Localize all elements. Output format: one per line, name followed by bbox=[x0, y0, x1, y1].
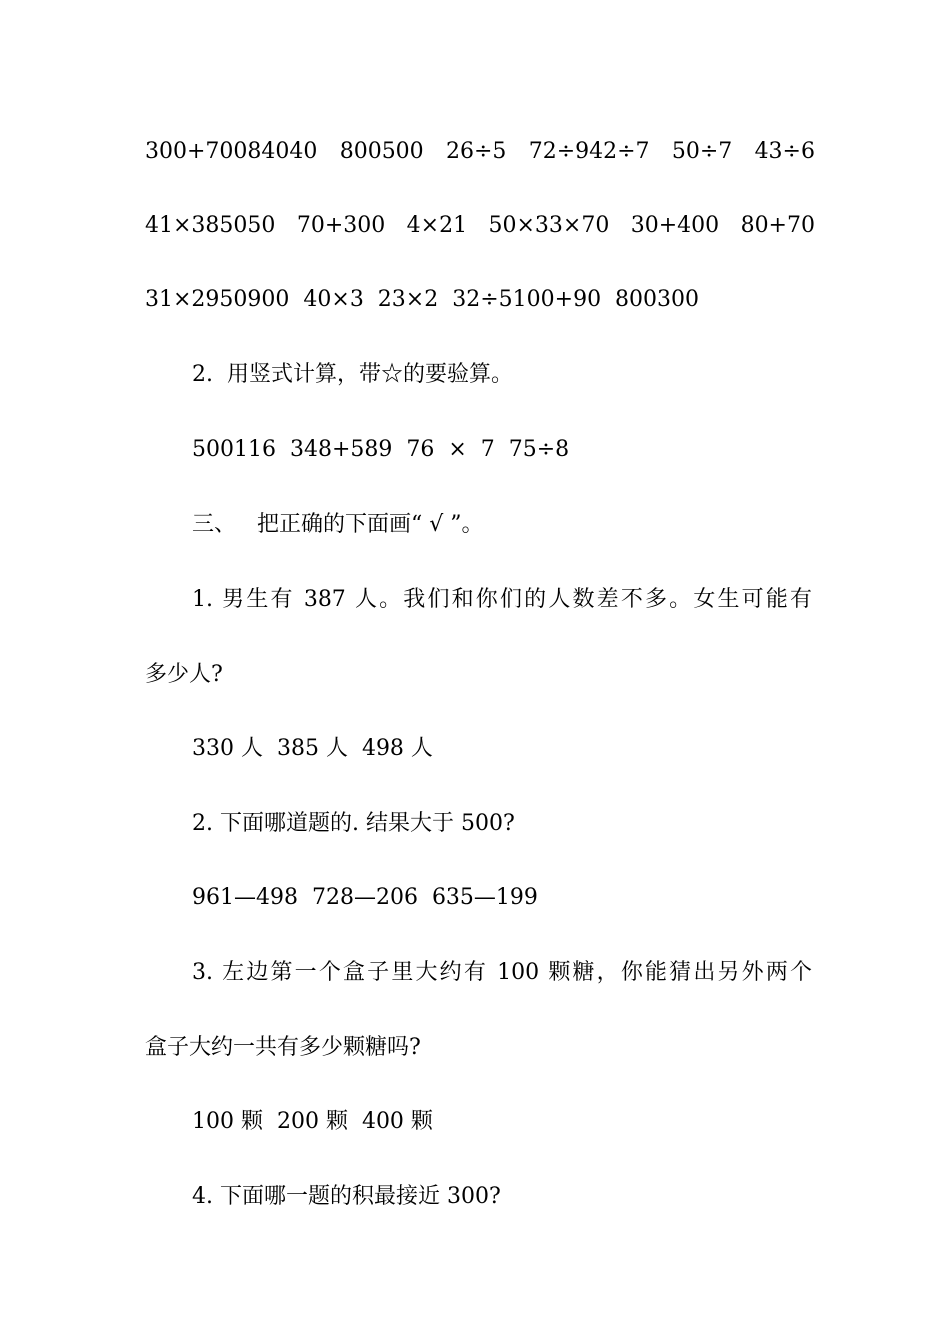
q3-text-line-2: 盒子大约一共有多少颗糖吗? bbox=[145, 1035, 421, 1060]
q2-text: 2. 下面哪道题的. 结果大于 500? bbox=[192, 811, 515, 836]
vertical-calc-items: 500116 348+589 76 × 7 75÷8 bbox=[192, 437, 570, 462]
q1-text-line-2: 多少人? bbox=[145, 662, 223, 687]
q1-options: 330 人 385 人 498 人 bbox=[192, 736, 433, 761]
q4-text: 4. 下面哪一题的积最接近 300? bbox=[192, 1184, 501, 1209]
section-3-heading: 三、 把正确的下面画“ √ ”。 bbox=[192, 512, 484, 537]
calc-row-3: 31×2950900 40×3 23×2 32÷5100+90 800300 bbox=[145, 287, 700, 312]
calc-row-2: 41×385050 70+300 4×21 50×33×70 30+400 80+70 bbox=[145, 213, 815, 238]
q3-text-line-1: 3. 左边第一个盒子里大约有 100 颗糖，你能猜出另外两个 bbox=[192, 960, 812, 985]
q1-text-line-1: 1. 男生有 387 人。我们和你们的人数差不多。女生可能有 bbox=[192, 587, 812, 612]
question-2-heading: 2. 用竖式计算，带☆的要验算。 bbox=[192, 362, 513, 387]
q3-options: 100 颗 200 颗 400 颗 bbox=[192, 1109, 433, 1134]
q2-options: 961—498 728—206 635—199 bbox=[192, 885, 538, 910]
calc-row-1: 300+70084040 800500 26÷5 72÷942÷7 50÷7 43÷6 bbox=[145, 139, 815, 164]
